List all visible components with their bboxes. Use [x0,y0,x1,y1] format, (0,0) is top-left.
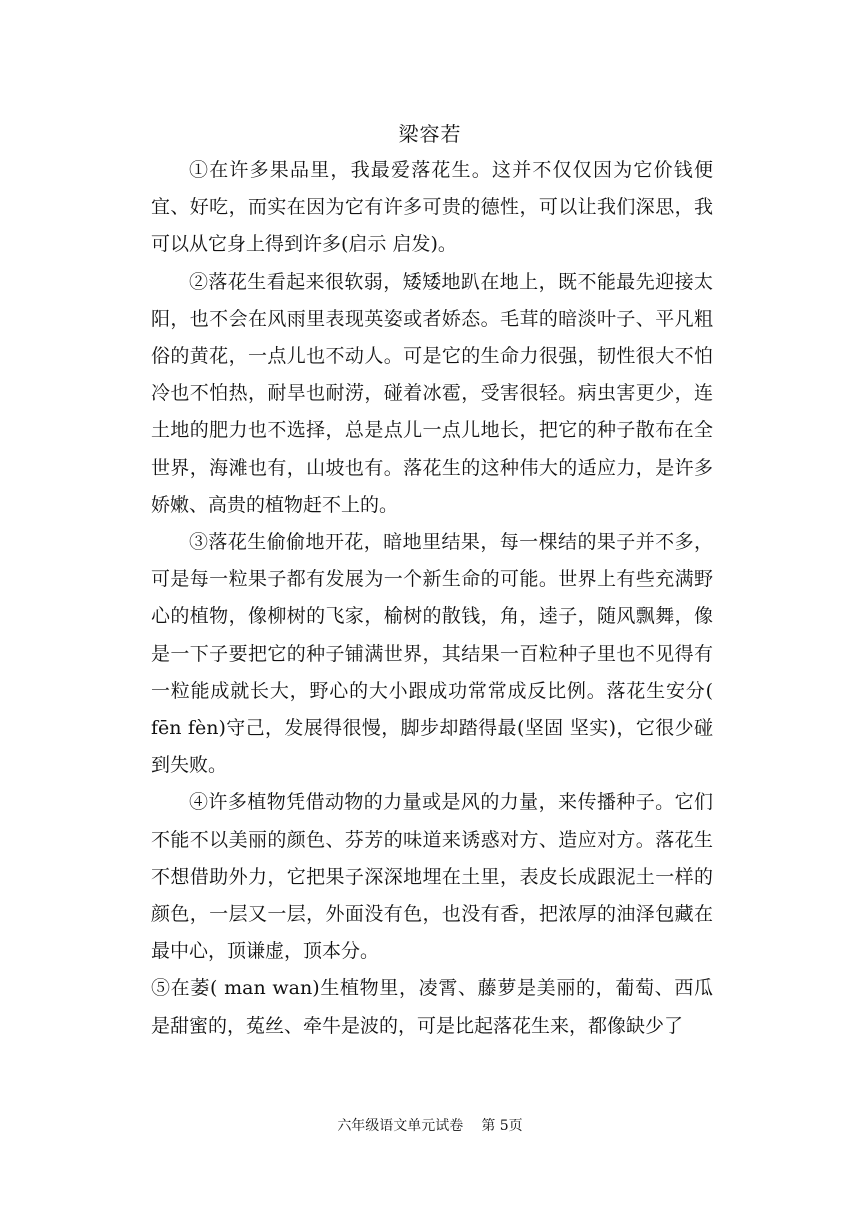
article-body [151,152,713,1045]
paragraph-4: ④许多植物凭借动物的力量或是风的力量，来传播种子。它们不能不以美丽的颜色、芬芳的味道来诱惑对方、造应对方。落花生不想借助外力，它把果子深深地埋在土里，表皮长成跟泥土一样的颜色，一层又一层，外面没有色，也没有香，把浓厚的油泽包藏在最中心，顶谦虚，顶本分。 [151,791,713,963]
paragraph-1: ①在许多果品里，我最爱落花生。这并不仅仅因为它价钱便宜、好吃，而实在因为它有许多可贵的德性，可以让我们深思，我可以从它身上得到许多(启示 启发)。 [151,159,713,256]
paragraph-3: ③落花生偷偷地开花，暗地里结果，每一棵结的果子并不多，可是每一粒果子都有发展为一个新生命的可能。世界上有些充满野心的植物，像柳树的飞家，榆树的散钱，角，逵子，随风飘舞，像是一下子要把它的种子铺满世界，其结果一百粒种子里也不见得有一粒能成就长大，野心的大小跟成功常常成反比例。落花生安分( fēn fèn)守己，发展得很慢，脚步却踏得最(坚固 坚实)，它很少碰到失败。 [151,531,713,777]
footer-page-number: 第 5页 [481,1118,523,1134]
author-name: 梁容若 [398,122,462,146]
page-footer [0,1115,860,1135]
paragraph-5: ⑤在萎( man wan)生植物里，凌霄、藤萝是美丽的，葡萄、西瓜是甜蜜的，菟丝、牵牛是波的，可是比起落花生来，都像缺少了 [151,977,713,1037]
paragraph-2: ②落花生看起来很软弱，矮矮地趴在地上，既不能最先迎接太阳，也不会在风雨里表现英姿或者娇态。毛茸的暗淡叶子、平凡粗俗的黄花，一点儿也不动人。可是它的生命力很强，韧性很大不怕冷也不怕热，耐旱也耐涝，碰着冰雹，受害很轻。病虫害更少，连土地的肥力也不选择，总是点儿一点儿地长，把它的种子散布在全世界，海滩也有，山坡也有。落花生的这种伟大的适应力，是许多娇嫩、高贵的植物赶不上的。 [151,270,713,516]
footer-title: 六年级语文单元试卷 [337,1118,464,1134]
